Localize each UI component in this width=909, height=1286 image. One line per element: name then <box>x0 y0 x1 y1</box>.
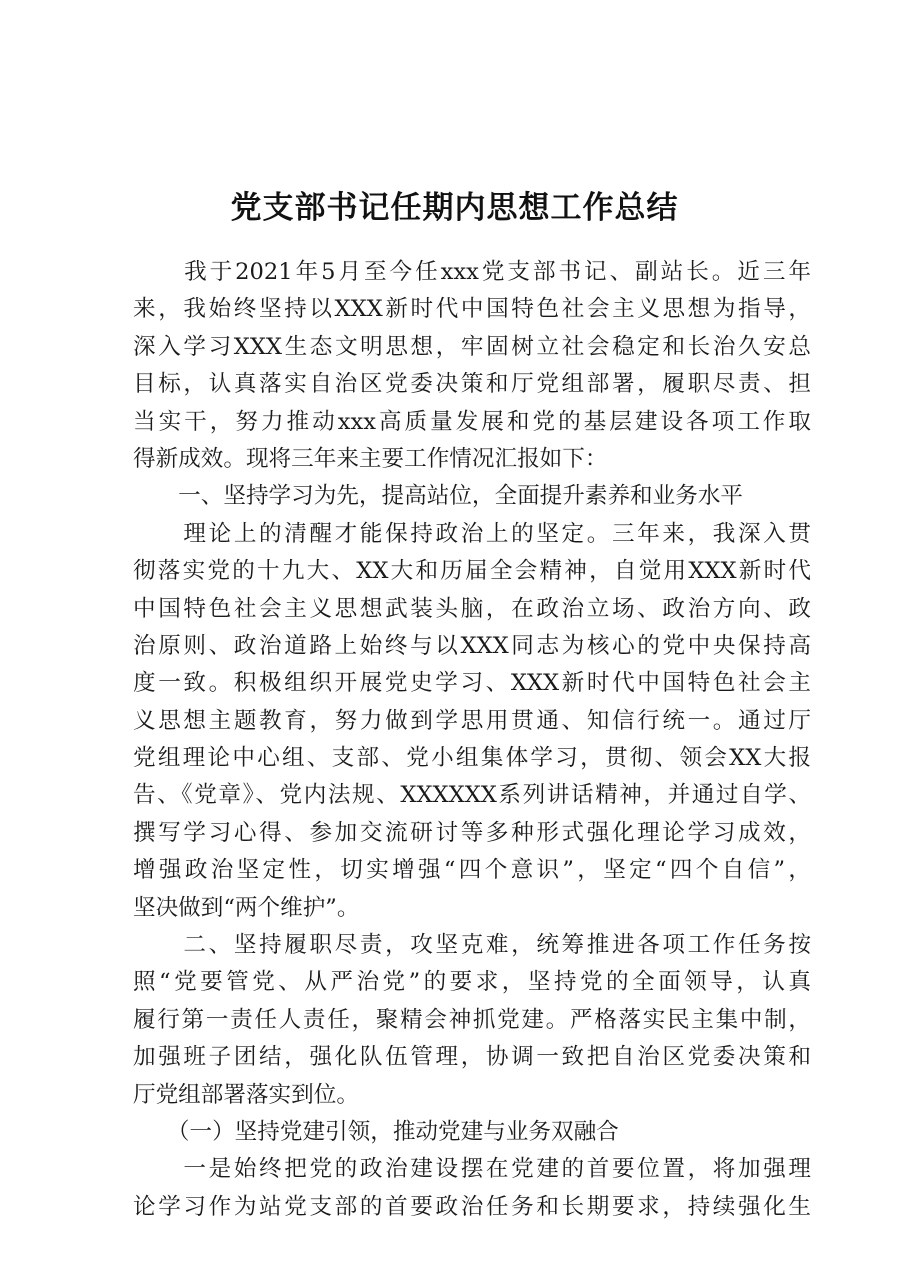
body-text-line: 一、坚持学习为先，提高站位，全面提升素养和业务水平 <box>133 483 744 510</box>
body-text-line: 坚决做到“两个维护”。 <box>133 894 360 921</box>
body-text-line: 厅党组部署落实到位。 <box>133 1081 359 1108</box>
body-text-line: 当实干，努力推动xxx高质量发展和党的基层建设各项工作取 <box>133 408 811 435</box>
body-text-line: 照“党要管党、从严治党”的要求，坚持党的全面领导，认真 <box>133 969 811 996</box>
body-text-line: 理论上的清醒才能保持政治上的坚定。三年来，我深入贯 <box>133 520 811 547</box>
body-text-line: 二、坚持履职尽责，攻坚克难，统筹推进各项工作任务按 <box>133 932 811 959</box>
body-text-line: 义思想主题教育，努力做到学思用贯通、知信行统一。通过厅 <box>133 707 811 734</box>
body-text-line: 中国特色社会主义思想武装头脑，在政治立场、政治方向、政 <box>133 595 811 622</box>
body-text-line: 来，我始终坚持以XXX新时代中国特色社会主义思想为指导， <box>133 296 811 323</box>
body-text-line: 加强班子团结，强化队伍管理，协调一致把自治区党委决策和 <box>133 1044 811 1071</box>
body-text-line: 得新成效。现将三年来主要工作情况汇报如下： <box>133 445 608 472</box>
body-text-line: 论学习作为站党支部的首要政治任务和长期要求，持续强化生 <box>133 1193 811 1220</box>
body-text-line: 彻落实党的十九大、XX大和历届全会精神，自觉用XXX新时代 <box>133 558 811 585</box>
document-body <box>133 254 811 1226</box>
body-text-line: 治原则、政治道路上始终与以XXX同志为核心的党中央保持高 <box>133 632 811 659</box>
body-text-line: 履行第一责任人责任，聚精会神抓党建。严格落实民主集中制， <box>133 1006 811 1033</box>
body-text-line: 党组理论中心组、支部、党小组集体学习，贯彻、领会XX大报 <box>133 745 811 772</box>
body-text-line: 目标，认真落实自治区党委决策和厅党组部署，履职尽责、担 <box>133 371 811 398</box>
body-text-line: 撰写学习心得、参加交流研讨等多种形式强化理论学习成效， <box>133 819 811 846</box>
body-text-line: 度一致。积极组织开展党史学习、XXX新时代中国特色社会主 <box>133 670 811 697</box>
body-text-line: 一是始终把党的政治建设摆在党建的首要位置，将加强理 <box>133 1156 811 1183</box>
body-text-line: 告、《党章》、党内法规、XXXXXX系列讲话精神，并通过自学、 <box>133 782 811 809</box>
document-title: 党支部书记任期内思想工作总结 <box>230 190 679 226</box>
body-text-line: 增强政治坚定性，切实增强“四个意识”，坚定“四个自信”， <box>133 857 811 884</box>
body-text-line: 深入学习XXX生态文明思想，牢固树立社会稳定和长治久安总 <box>133 333 811 360</box>
body-text-line: 我于2021年5月至今任xxx党支部书记、副站长。近三年 <box>133 259 811 285</box>
body-text-line: （一）坚持党建引领，推动党建与业务双融合 <box>133 1118 619 1145</box>
